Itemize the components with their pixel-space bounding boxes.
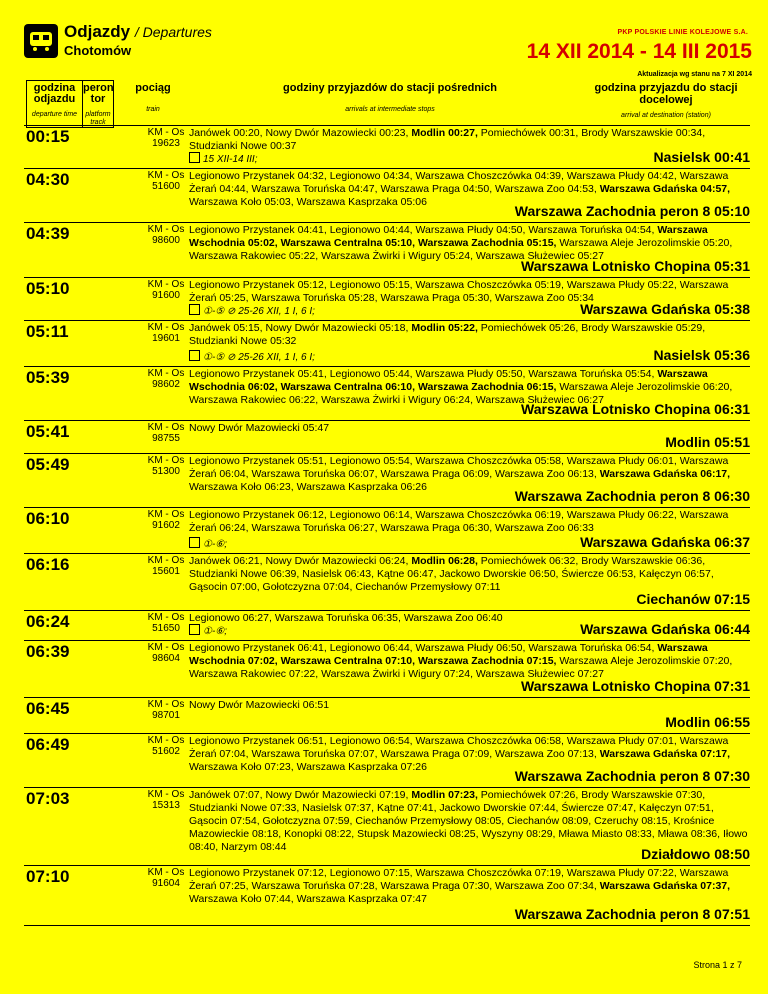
departure-time: 06:39 bbox=[26, 642, 70, 661]
destination-arrival: Warszawa Gdańska 05:38 bbox=[580, 301, 750, 317]
stop-entry: Janówek 00:20, bbox=[189, 127, 266, 139]
stop-entry: Warszawa Gdańska 07:37, bbox=[599, 880, 731, 892]
note-icon bbox=[189, 624, 200, 635]
stop-entry: Janówek 05:15, bbox=[189, 322, 266, 334]
note-icon bbox=[189, 350, 200, 361]
intermediate-stops bbox=[189, 642, 751, 681]
train-number: 98701 bbox=[152, 710, 180, 721]
stop-entry: Warszawa Żerań 04:44, bbox=[189, 170, 729, 195]
stop-entry: Kałęczyn 06:57, bbox=[639, 568, 714, 580]
stop-entry: Warszawa Choszczówka 07:19, bbox=[415, 867, 567, 879]
stop-entry: Legionowo 06:27, bbox=[189, 612, 275, 624]
stop-entry: Warszawa Praga 07:30, bbox=[380, 880, 496, 892]
page-number: Strona 1 z 7 bbox=[693, 960, 742, 970]
train-category: KM - Os bbox=[147, 867, 185, 878]
stop-entry: Warszawa Zoo 07:13, bbox=[495, 748, 600, 760]
train-category: KM - Os bbox=[147, 127, 185, 138]
intermediate-stops bbox=[189, 867, 751, 906]
intermediate-stops bbox=[189, 509, 751, 535]
stop-entry: Studzianki Nowe 00:37 bbox=[189, 140, 297, 152]
timetable-row bbox=[24, 507, 750, 554]
stop-entry: Nowy Dwór Mazowiecki 05:47 bbox=[189, 422, 330, 434]
destination-arrival: Warszawa Zachodnia peron 8 05:10 bbox=[514, 203, 750, 219]
stop-entry: Warszawa Koło 06:23, bbox=[189, 481, 297, 493]
train-number: 51650 bbox=[152, 623, 180, 634]
stop-entry: Warszawa Rakowiec 06:22, bbox=[189, 394, 322, 406]
stop-entry: Legionowo 04:44, bbox=[329, 224, 416, 236]
departure-time: 05:49 bbox=[26, 455, 70, 474]
departure-time: 05:10 bbox=[26, 279, 70, 298]
destination-arrival: Warszawa Gdańska 06:44 bbox=[580, 621, 750, 637]
timetable-row bbox=[24, 453, 750, 508]
stop-entry: Warszawa Zoo 05:34 bbox=[495, 292, 594, 304]
timetable-row bbox=[24, 366, 750, 421]
stop-entry: Warszawa Koło 07:23, bbox=[189, 761, 297, 773]
stop-entry: Legionowo Przystanek 05:51, bbox=[189, 455, 330, 467]
departure-time: 07:03 bbox=[26, 789, 70, 808]
stop-entry: Warszawa Wschodnia 06:02, bbox=[189, 368, 708, 393]
stop-entry: Warszawa Płudy 07:22, bbox=[566, 867, 680, 879]
destination-arrival: Warszawa Lotnisko Chopina 06:31 bbox=[521, 401, 750, 417]
stop-entry: Świercze 07:47, bbox=[561, 802, 640, 814]
stop-entry: Narzym 08:44 bbox=[221, 841, 287, 853]
stop-entry: Warszawa Zoo 06:13, bbox=[495, 468, 600, 480]
train-number: 91600 bbox=[152, 290, 180, 301]
stop-entry: Krośnice Mazowieckie 08:18, bbox=[189, 815, 715, 840]
stop-entry: Warszawa Praga 06:30, bbox=[380, 522, 496, 534]
train-category: KM - Os bbox=[147, 322, 185, 333]
stop-entry: Warszawa Toruńska 04:54, bbox=[528, 224, 658, 236]
train-number: 51602 bbox=[152, 746, 180, 757]
stop-entry: Warszawa Żerań 07:25, bbox=[189, 867, 729, 892]
stop-entry: Legionowo Przystanek 05:12, bbox=[189, 279, 330, 291]
stop-entry: Warszawa Centralna 07:10, bbox=[280, 655, 418, 667]
timetable-row bbox=[24, 610, 750, 641]
stop-entry: Warszawa Żerań 07:04, bbox=[189, 735, 729, 760]
stop-entry: Nowy Dwór Mazowiecki 06:24, bbox=[265, 555, 412, 567]
stop-entry: Warszawa Choszczówka 06:58, bbox=[415, 735, 567, 747]
stop-entry: Mława Miasto 08:33, bbox=[558, 828, 658, 840]
stop-entry: Warszawa Toruńska 06:54, bbox=[528, 642, 658, 654]
destination-arrival: Nasielsk 00:41 bbox=[653, 149, 750, 165]
note-icon bbox=[189, 304, 200, 315]
stop-entry: Warszawa Koło 05:03, bbox=[189, 196, 297, 208]
stop-entry: Gąsocin 07:00, bbox=[189, 581, 263, 593]
stop-entry: Gołotczyzna 07:04, bbox=[262, 581, 356, 593]
stop-entry: Warszawa Płudy 06:01, bbox=[566, 455, 680, 467]
stop-entry: Świercze 06:53, bbox=[561, 568, 640, 580]
stop-entry: Kątne 07:41, bbox=[376, 802, 440, 814]
stop-entry: Ciechanów Przemysłowy 07:11 bbox=[355, 581, 501, 593]
destination-arrival: Warszawa Zachodnia peron 8 07:30 bbox=[514, 768, 750, 784]
train-number: 91602 bbox=[152, 520, 180, 531]
page-title: Odjazdy / Departures bbox=[64, 22, 212, 41]
timetable-row bbox=[24, 277, 750, 321]
train-category: KM - Os bbox=[147, 509, 185, 520]
intermediate-stops bbox=[189, 699, 751, 712]
header-stations: godziny przyjazdów do stacji pośrednich arrivals at intermediate stops bbox=[283, 82, 497, 113]
stop-entry: Studzianki Nowe 05:32 bbox=[189, 335, 297, 347]
stop-entry: Janówek 06:21, bbox=[189, 555, 266, 567]
stop-entry: Legionowo Przystanek 04:32, bbox=[189, 170, 330, 182]
stop-entry: Warszawa Żwirki i Wigury 07:24, bbox=[321, 668, 476, 680]
stop-entry: Warszawa Służewiec 06:27 bbox=[475, 394, 604, 406]
departure-time: 07:10 bbox=[26, 867, 70, 886]
timetable-row bbox=[24, 787, 750, 866]
stop-entry: Legionowo 06:54, bbox=[329, 735, 416, 747]
service-note bbox=[189, 537, 227, 550]
departure-time: 00:15 bbox=[26, 127, 70, 146]
departure-time: 06:10 bbox=[26, 509, 70, 528]
note-text: 15 XII-14 III; bbox=[203, 154, 258, 165]
stop-entry: Warszawa Gdańska 06:17, bbox=[599, 468, 731, 480]
stop-entry: Nowy Dwór Mazowiecki 00:23, bbox=[265, 127, 412, 139]
stop-entry: Warszawa Choszczówka 05:19, bbox=[415, 279, 567, 291]
destination-arrival: Działdowo 08:50 bbox=[641, 846, 750, 862]
departure-time: 04:30 bbox=[26, 170, 70, 189]
stop-entry: Warszawa Kasprzaka 06:26 bbox=[296, 481, 427, 493]
train-number: 19601 bbox=[152, 333, 180, 344]
stop-entry: Warszawa Zachodnia 05:15, bbox=[417, 237, 560, 249]
intermediate-stops bbox=[189, 322, 751, 348]
timetable-row bbox=[24, 168, 750, 223]
destination-arrival: Warszawa Lotnisko Chopina 05:31 bbox=[521, 258, 750, 274]
stop-entry: Warszawa Toruńska 06:07, bbox=[251, 468, 381, 480]
stop-entry: Warszawa Służewiec 05:27 bbox=[475, 250, 604, 262]
stop-entry: Warszawa Płudy 05:22, bbox=[566, 279, 680, 291]
stop-entry: Legionowo 06:44, bbox=[329, 642, 416, 654]
header-platform: peron tor platform track bbox=[83, 82, 114, 126]
stop-entry: Legionowo 05:15, bbox=[329, 279, 416, 291]
stop-entry: Warszawa Toruńska 06:35, bbox=[274, 612, 404, 624]
stop-entry: Warszawa Żwirki i Wigury 05:24, bbox=[321, 250, 476, 262]
stop-entry: Warszawa Płudy 06:22, bbox=[566, 509, 680, 521]
train-number: 51300 bbox=[152, 466, 180, 477]
stop-entry: Modlin 05:22, bbox=[411, 322, 481, 334]
stop-entry: Wyszyny 08:29, bbox=[481, 828, 559, 840]
stop-entry: Warszawa Zoo 04:53, bbox=[495, 183, 600, 195]
service-note bbox=[189, 624, 227, 637]
stop-entry: Warszawa Rakowiec 05:22, bbox=[189, 250, 322, 262]
stop-entry: Mława 08:36, bbox=[657, 828, 723, 840]
stop-entry: Pomiechówek 00:31, bbox=[480, 127, 582, 139]
stop-entry: Warszawa Aleje Jerozolimskie 06:20, bbox=[559, 381, 733, 393]
stop-entry: Modlin 06:28, bbox=[411, 555, 481, 567]
train-number: 19623 bbox=[152, 138, 180, 149]
train-category: KM - Os bbox=[147, 735, 185, 746]
stop-entry: Warszawa Toruńska 04:47, bbox=[251, 183, 381, 195]
stop-entry: Studzianki Nowe 07:33, bbox=[189, 802, 303, 814]
timetable-row bbox=[24, 222, 750, 278]
departure-time: 05:39 bbox=[26, 368, 70, 387]
stop-entry: Legionowo Przystanek 06:12, bbox=[189, 509, 330, 521]
destination-arrival: Warszawa Lotnisko Chopina 07:31 bbox=[521, 678, 750, 694]
stop-entry: Konopki 08:22, bbox=[284, 828, 358, 840]
departure-time: 06:49 bbox=[26, 735, 70, 754]
service-note bbox=[189, 152, 257, 165]
stop-entry: Nowy Dwór Mazowiecki 06:51 bbox=[189, 699, 330, 711]
timetable-row bbox=[24, 553, 750, 611]
note-text: ①-⑤ ⊘ 25-26 XII, 1 I, 6 I; bbox=[203, 306, 315, 317]
stop-entry: Warszawa Zoo 07:34, bbox=[495, 880, 600, 892]
stop-entry: Warszawa Zoo 06:33 bbox=[495, 522, 594, 534]
stop-entry: Legionowo Przystanek 05:41, bbox=[189, 368, 330, 380]
stop-entry: Warszawa Służewiec 07:27 bbox=[475, 668, 604, 680]
stop-entry: Warszawa Płudy 07:01, bbox=[566, 735, 680, 747]
destination-arrival: Warszawa Zachodnia peron 8 06:30 bbox=[514, 488, 750, 504]
train-number: 98600 bbox=[152, 235, 180, 246]
stop-entry: Legionowo Przystanek 04:41, bbox=[189, 224, 330, 236]
train-category: KM - Os bbox=[147, 368, 185, 379]
stop-entry: Ciechanów Przemysłowy 08:05, bbox=[355, 815, 508, 827]
train-number: 98755 bbox=[152, 433, 180, 444]
stop-entry: Warszawa Rakowiec 07:22, bbox=[189, 668, 322, 680]
stop-entry: Gąsocin 07:54, bbox=[189, 815, 263, 827]
stop-entry: Warszawa Płudy 04:50, bbox=[415, 224, 529, 236]
stop-entry: Warszawa Toruńska 05:54, bbox=[528, 368, 658, 380]
stop-entry: Warszawa Gdańska 07:17, bbox=[599, 748, 731, 760]
stop-entry: Modlin 07:23, bbox=[411, 789, 481, 801]
departure-time: 06:24 bbox=[26, 612, 70, 631]
stop-entry: Modlin 00:27, bbox=[411, 127, 481, 139]
train-category: KM - Os bbox=[147, 789, 185, 800]
train-logo-icon bbox=[24, 24, 58, 58]
train-category: KM - Os bbox=[147, 279, 185, 290]
stop-entry: Warszawa Zachodnia 07:15, bbox=[417, 655, 560, 667]
note-text: ①-⑥; bbox=[203, 626, 228, 637]
note-text: ①-⑤ ⊘ 25-26 XII, 1 I, 6 I; bbox=[203, 352, 315, 363]
timetable-row bbox=[24, 865, 750, 926]
timetable-row bbox=[24, 420, 750, 454]
stop-entry: Warszawa Aleje Jerozolimskie 05:20, bbox=[559, 237, 733, 249]
departure-time: 06:16 bbox=[26, 555, 70, 574]
departure-time: 04:39 bbox=[26, 224, 70, 243]
validity-period: 14 XII 2014 - 14 III 2015 bbox=[526, 40, 752, 63]
note-icon bbox=[189, 152, 200, 163]
timetable-row bbox=[24, 733, 750, 788]
timetable-row bbox=[24, 320, 750, 367]
stop-entry: Warszawa Gdańska 04:57, bbox=[599, 183, 731, 195]
stop-entry: Brody Warszawskie 05:29, bbox=[581, 322, 706, 334]
stop-entry: Legionowo 04:34, bbox=[329, 170, 416, 182]
stop-entry: Kałęczyn 07:51, bbox=[639, 802, 714, 814]
header-departure: godzina odjazdu departure time bbox=[26, 80, 83, 128]
header-train: pociąg train bbox=[135, 82, 171, 113]
train-category: KM - Os bbox=[147, 699, 185, 710]
timetable-row bbox=[24, 125, 750, 169]
train-category: KM - Os bbox=[147, 612, 185, 623]
intermediate-stops bbox=[189, 789, 751, 854]
stop-entry: Warszawa Wschodnia 05:02, bbox=[189, 224, 708, 249]
train-number: 91604 bbox=[152, 878, 180, 889]
stop-entry: Warszawa Choszczówka 06:19, bbox=[415, 509, 567, 521]
stop-entry: Warszawa Żerań 06:24, bbox=[189, 509, 729, 534]
stop-entry: Legionowo Przystanek 06:41, bbox=[189, 642, 330, 654]
train-number: 98602 bbox=[152, 379, 180, 390]
note-text: ①-⑥; bbox=[203, 539, 228, 550]
departure-time: 05:41 bbox=[26, 422, 70, 441]
stop-entry: Jackowo Dworskie 06:50, bbox=[439, 568, 562, 580]
stop-entry: Studzianki Nowe 06:39, bbox=[189, 568, 303, 580]
stop-entry: Warszawa Centralna 05:10, bbox=[280, 237, 418, 249]
train-category: KM - Os bbox=[147, 555, 185, 566]
destination-arrival: Modlin 05:51 bbox=[665, 434, 750, 450]
stop-entry: Nowy Dwór Mazowiecki 07:19, bbox=[265, 789, 412, 801]
service-note bbox=[189, 350, 315, 363]
stop-entry: Legionowo 05:44, bbox=[329, 368, 416, 380]
destination-arrival: Ciechanów 07:15 bbox=[636, 591, 750, 607]
stop-entry: Warszawa Centralna 06:10, bbox=[280, 381, 418, 393]
header-destination: godzina przyjazdu do stacji docelowej arrival at destination (station) bbox=[594, 82, 738, 119]
service-note bbox=[189, 304, 315, 317]
stop-entry: Warszawa Koło 07:44, bbox=[189, 893, 297, 905]
table-bottom-border bbox=[24, 925, 750, 926]
train-number: 98604 bbox=[152, 653, 180, 664]
stop-entry: Nowy Dwór Mazowiecki 05:18, bbox=[265, 322, 412, 334]
stop-entry: Nasielsk 07:37, bbox=[302, 802, 377, 814]
stop-entry: Ciechanów 08:09, bbox=[507, 815, 595, 827]
stop-entry: Warszawa Kasprzaka 07:47 bbox=[296, 893, 427, 905]
stop-entry: Brody Warszawskie 06:36, bbox=[581, 555, 706, 567]
destination-arrival: Nasielsk 05:36 bbox=[653, 347, 750, 363]
stop-entry: Nasielsk 06:43, bbox=[302, 568, 377, 580]
destination-arrival: Modlin 06:55 bbox=[665, 714, 750, 730]
stop-entry: Pomiechówek 05:26, bbox=[480, 322, 582, 334]
stop-entry: Gołotczyzna 07:59, bbox=[262, 815, 356, 827]
stop-entry: Warszawa Zoo 06:40 bbox=[403, 612, 503, 624]
stop-entry: Warszawa Płudy 04:42, bbox=[566, 170, 680, 182]
stop-entry: Kątne 06:47, bbox=[376, 568, 440, 580]
train-number: 51600 bbox=[152, 181, 180, 192]
train-number: 15313 bbox=[152, 800, 180, 811]
departure-time: 05:11 bbox=[26, 322, 69, 341]
stop-entry: Warszawa Toruńska 07:07, bbox=[251, 748, 381, 760]
operator-logo: PKP POLSKIE LINIE KOLEJOWE S.A. bbox=[617, 29, 748, 36]
stop-entry: Warszawa Praga 07:09, bbox=[380, 748, 496, 760]
stop-entry: Warszawa Żerań 05:25, bbox=[189, 279, 729, 304]
destination-arrival: Warszawa Zachodnia peron 8 07:51 bbox=[514, 906, 750, 922]
stop-entry: Warszawa Żwirki i Wigury 06:24, bbox=[321, 394, 476, 406]
stop-entry: Warszawa Żerań 06:04, bbox=[189, 455, 729, 480]
station-name: Chotomów bbox=[64, 43, 132, 58]
stop-entry: Warszawa Choszczówka 04:39, bbox=[415, 170, 567, 182]
stop-entry: Warszawa Kasprzaka 07:26 bbox=[296, 761, 427, 773]
update-note: Aktualizacja wg stanu na 7 XI 2014 bbox=[637, 71, 752, 78]
stop-entry: Warszawa Praga 05:30, bbox=[380, 292, 496, 304]
stop-entry: Legionowo Przystanek 06:51, bbox=[189, 735, 330, 747]
stop-entry: Pomiechówek 07:26, bbox=[480, 789, 582, 801]
stop-entry: Warszawa Toruńska 07:28, bbox=[251, 880, 381, 892]
stop-entry: Stupsk Mazowiecki 08:25, bbox=[357, 828, 482, 840]
intermediate-stops bbox=[189, 555, 751, 594]
stop-entry: Warszawa Płudy 05:50, bbox=[415, 368, 529, 380]
destination-arrival: Warszawa Gdańska 06:37 bbox=[580, 534, 750, 550]
stop-entry: Pomiechówek 06:32, bbox=[480, 555, 582, 567]
stop-entry: Legionowo 05:54, bbox=[329, 455, 416, 467]
stop-entry: Janówek 07:07, bbox=[189, 789, 266, 801]
stop-entry: Warszawa Praga 04:50, bbox=[380, 183, 496, 195]
stop-entry: Warszawa Choszczówka 05:58, bbox=[415, 455, 567, 467]
stop-entry: Warszawa Zachodnia 06:15, bbox=[417, 381, 560, 393]
departure-time: 06:45 bbox=[26, 699, 70, 718]
stop-entry: Warszawa Toruńska 05:28, bbox=[251, 292, 381, 304]
train-category: KM - Os bbox=[147, 170, 185, 181]
stop-entry: Brody Warszawskie 07:30, bbox=[581, 789, 706, 801]
stop-entry: Warszawa Wschodnia 07:02, bbox=[189, 642, 708, 667]
stop-entry: Brody Warszawskie 00:34, bbox=[581, 127, 706, 139]
stop-entry: Warszawa Płudy 06:50, bbox=[415, 642, 529, 654]
stop-entry: Warszawa Praga 06:09, bbox=[380, 468, 496, 480]
train-category: KM - Os bbox=[147, 642, 185, 653]
stop-entry: Legionowo 06:14, bbox=[329, 509, 416, 521]
stop-entry: Legionowo 07:15, bbox=[329, 867, 416, 879]
stop-entry: Jackowo Dworskie 07:44, bbox=[439, 802, 562, 814]
train-category: KM - Os bbox=[147, 455, 185, 466]
note-icon bbox=[189, 537, 200, 548]
timetable-row bbox=[24, 640, 750, 698]
stop-entry: Czeruchy 08:15, bbox=[594, 815, 674, 827]
train-category: KM - Os bbox=[147, 224, 185, 235]
stop-entry: Warszawa Aleje Jerozolimskie 07:20, bbox=[559, 655, 733, 667]
timetable-row bbox=[24, 697, 750, 734]
train-category: KM - Os bbox=[147, 422, 185, 433]
train-number: 15601 bbox=[152, 566, 180, 577]
stop-entry: Warszawa Toruńska 06:27, bbox=[251, 522, 381, 534]
stop-entry: Warszawa Kasprzaka 05:06 bbox=[296, 196, 427, 208]
stop-entry: Iłowo 08:40, bbox=[189, 828, 748, 853]
stop-entry: Legionowo Przystanek 07:12, bbox=[189, 867, 330, 879]
